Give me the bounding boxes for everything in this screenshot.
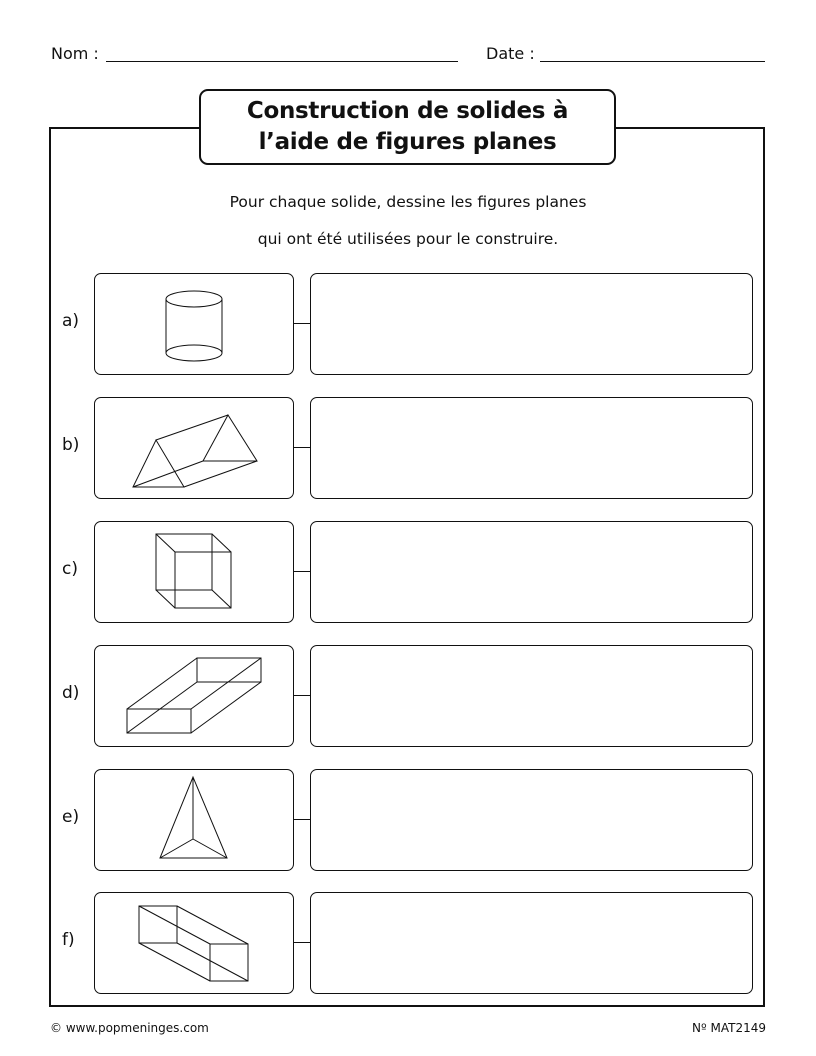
worksheet-title [199, 89, 616, 165]
answer-box[interactable] [310, 645, 753, 747]
cylinder-icon [95, 274, 295, 376]
row-letter: a) [62, 311, 80, 331]
triangular-pyramid-icon [95, 770, 295, 872]
footer-copyright: © www.popmeninges.com [50, 1021, 209, 1035]
exercise-row-d [0, 645, 816, 747]
flat-rectangular-prism-icon [95, 646, 295, 748]
date-label: Date : [486, 44, 535, 63]
row-letter: b) [62, 435, 80, 455]
exercise-row-f [0, 892, 816, 994]
solid-box [94, 769, 294, 871]
answer-box[interactable] [310, 892, 753, 994]
connector-line [294, 571, 311, 572]
connector-line [294, 323, 311, 324]
long-rectangular-prism-icon [95, 893, 295, 995]
date-field[interactable] [540, 61, 765, 62]
name-label: Nom : [51, 44, 99, 63]
exercise-row-c [0, 521, 816, 623]
name-field[interactable] [106, 61, 458, 62]
connector-line [294, 942, 311, 943]
answer-box[interactable] [310, 397, 753, 499]
title-line-1: Construction de solides à [246, 98, 569, 124]
row-letter: e) [62, 807, 80, 827]
instructions-line-2: qui ont été utilisées pour le construire. [257, 230, 559, 248]
connector-line [294, 819, 311, 820]
cube-icon [95, 522, 295, 624]
connector-line [294, 447, 311, 448]
exercise-row-e [0, 769, 816, 871]
solid-box [94, 645, 294, 747]
answer-box[interactable] [310, 521, 753, 623]
instructions [150, 184, 666, 258]
answer-box[interactable] [310, 273, 753, 375]
footer-code: Nº MAT2149 [692, 1021, 766, 1035]
solid-box [94, 273, 294, 375]
title-line-2: l’aide de figures planes [258, 129, 557, 155]
exercise-row-b [0, 397, 816, 499]
connector-line [294, 695, 311, 696]
solid-box [94, 892, 294, 994]
row-letter: f) [62, 930, 75, 950]
solid-box [94, 521, 294, 623]
row-letter: c) [62, 559, 78, 579]
row-letter: d) [62, 683, 80, 703]
solid-box [94, 397, 294, 499]
instructions-line-1: Pour chaque solide, dessine les figures planes [229, 193, 587, 211]
exercise-row-a [0, 273, 816, 375]
answer-box[interactable] [310, 769, 753, 871]
triangular-prism-icon [95, 398, 295, 500]
